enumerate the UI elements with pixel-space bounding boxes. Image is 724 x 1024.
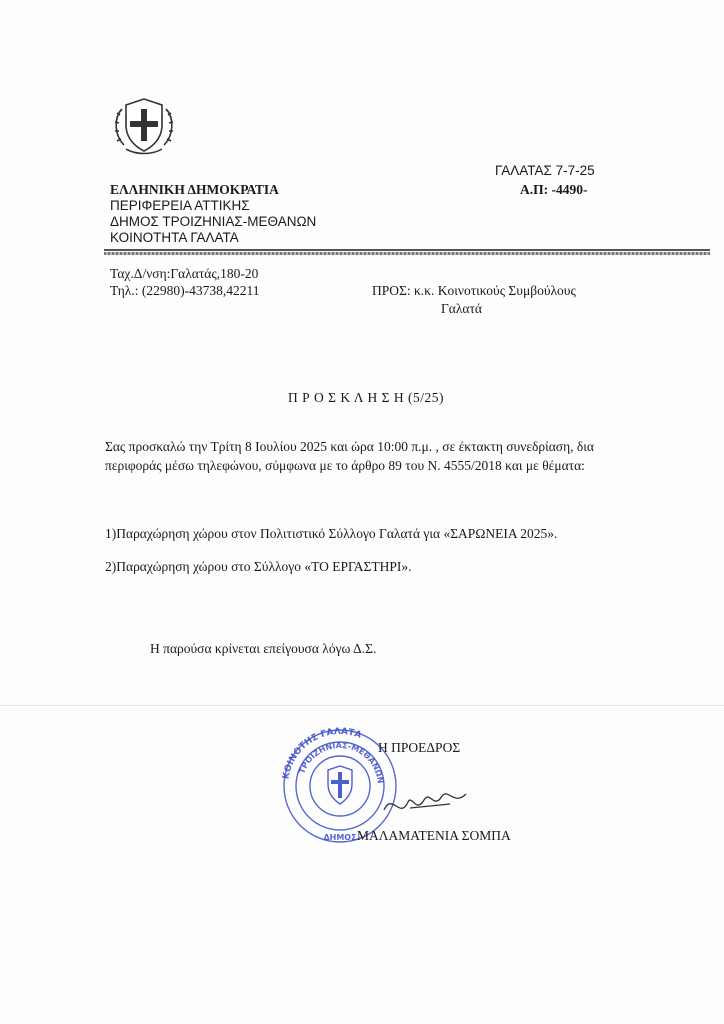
agenda-item-2: 2)Παραχώρηση χώρου στο Σύλλογο «ΤΟ ΕΡΓΑΣΤΗΡΙ».: [105, 559, 412, 574]
svg-text:ΔΗΜΟΣ: ΔΗΜΟΣ: [323, 833, 357, 842]
phone-numbers: Τηλ.: (22980)-43738,42211: [110, 283, 260, 298]
svg-text:ΚΟΙΝΟΤΗΣ ΓΑΛΑΤΑ: ΚΟΙΝΟΤΗΣ ΓΑΛΑΤΑ: [281, 726, 363, 781]
republic-title: ΕΛΛΗΝΙΚΗ ΔΗΜΟΚΡΑΤΙΑ: [110, 182, 279, 197]
header-rule-top: [104, 249, 710, 251]
municipality-title: ΔΗΜΟΣ ΤΡΟΙΖΗΝΙΑΣ-ΜΕΘΑΝΩΝ: [110, 214, 317, 229]
coat-of-arms-icon: [112, 95, 176, 155]
recipient-place: Γαλατά: [441, 301, 482, 316]
invitation-intro: Σας προσκαλώ την Τρίτη 8 Ιουλίου 2025 και ώρα 10:00 π.μ. , σε έκτακτη συνεδρίαση, δια περιφοράς μέσω τηλεφώνου, σύμφωνα με το άρθρο 89 του Ν. 4555/2018 και με θέματα:: [105, 439, 594, 473]
signatory-role: Η ΠΡΟΕΔΡΟΣ: [378, 740, 461, 755]
community-title: ΚΟΙΝΟΤΗΤΑ ΓΑΛΑΤΑ: [110, 230, 239, 245]
document-date: ΓΑΛΑΤΑΣ 7-7-25: [495, 163, 595, 178]
protocol-number: Α.Π: -4490-: [520, 182, 588, 197]
scan-divider: [0, 705, 724, 706]
postal-address: Ταχ.Δ/νση:Γαλατάς,180-20: [110, 266, 259, 281]
urgency-note: Η παρούσα κρίνεται επείγουσα λόγω Δ.Σ.: [150, 641, 377, 656]
recipient-line: ΠΡΟΣ: κ.κ. Κοινοτικούς Συμβούλους: [372, 283, 576, 298]
svg-text:ΤΡΟΙΖΗΝΙΑΣ-ΜΕΘΑΝΩΝ: ΤΡΟΙΖΗΝΙΑΣ-ΜΕΘΑΝΩΝ: [297, 740, 386, 785]
agenda-item-1: 1)Παραχώρηση χώρου στον Πολιτιστικό Σύλλογο Γαλατά για «ΣΑΡΩΝΕΙΑ 2025».: [105, 526, 558, 541]
handwritten-signature: [380, 780, 470, 825]
invitation-title: Π Ρ Ο Σ Κ Λ Η Σ Η (5/25): [288, 390, 445, 405]
header-rule-bottom: [104, 252, 710, 255]
region-title: ΠΕΡΙΦΕΡΕΙΑ ΑΤΤΙΚΗΣ: [110, 198, 250, 213]
signatory-name: ΜΑΛΑΜΑΤΕΝΙΑ ΣΟΜΠΑ: [357, 828, 511, 843]
